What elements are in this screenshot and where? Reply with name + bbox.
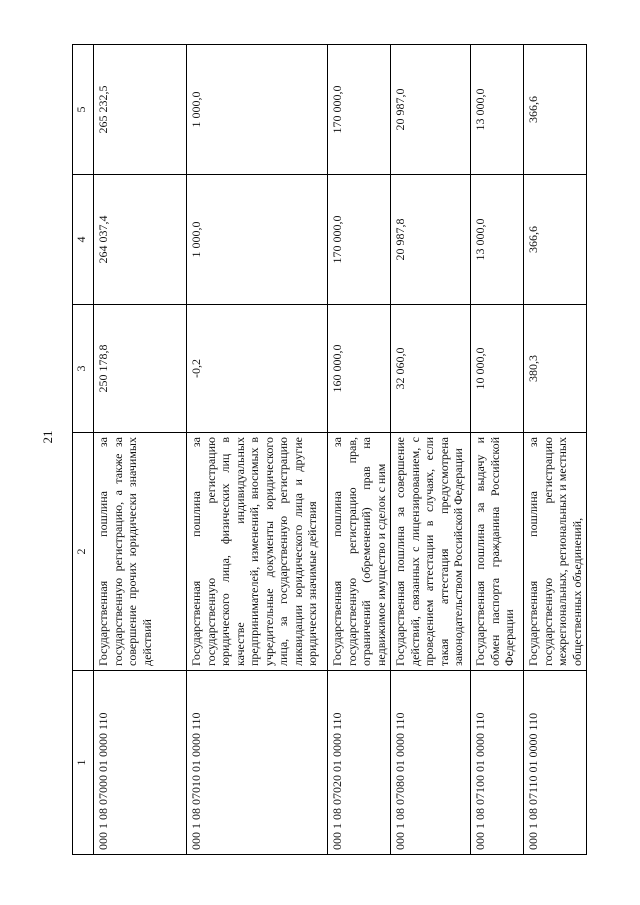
value-col5: 170 000,0 xyxy=(328,45,391,175)
value-col3: 380,3 xyxy=(524,305,587,433)
column-header-1: 1 xyxy=(73,671,94,855)
value-col5: 265 232,5 xyxy=(94,45,187,175)
value-col4: 170 000,0 xyxy=(328,175,391,305)
table-row xyxy=(328,45,391,855)
value-col4: 1 000,0 xyxy=(187,175,328,305)
table-header-row xyxy=(73,45,94,855)
page-number: 21 xyxy=(40,430,55,444)
revenue-name: Государственная пошлина за выдачу и обмен паспорта гражданина Российской Федерации xyxy=(471,433,524,671)
classification-code: 000 1 08 07020 01 0000 110 xyxy=(328,671,391,855)
value-col5: 13 000,0 xyxy=(471,45,524,175)
revenue-name: Государственная пошлина за совершение действий, связанных с лицензированием, с проведением аттестации в случаях, если такая аттестация предусмотрена законодательством Российской Федерации xyxy=(391,433,471,671)
column-header-4: 4 xyxy=(73,175,94,305)
table-row xyxy=(187,45,328,855)
value-col3: 160 000,0 xyxy=(328,305,391,433)
value-col4: 366,6 xyxy=(524,175,587,305)
value-col4: 264 037,4 xyxy=(94,175,187,305)
value-col5: 20 987,0 xyxy=(391,45,471,175)
revenue-name: Государственная пошлина за государственную регистрацию юридического лица, физических лиц в качестве индивидуальных предпринимателей, изменений, вносимых в учредительные документы юридического лица, за государственную регистрацию ликвидации юридического лица и другие юридически значимые действия xyxy=(187,433,328,671)
value-col3: 10 000,0 xyxy=(471,305,524,433)
column-header-3: 3 xyxy=(73,305,94,433)
classification-code: 000 1 08 07010 01 0000 110 xyxy=(187,671,328,855)
classification-code: 000 1 08 07080 01 0000 110 xyxy=(391,671,471,855)
table-row xyxy=(391,45,471,855)
column-header-2: 2 xyxy=(73,433,94,671)
classification-code: 000 1 08 07100 01 0000 110 xyxy=(471,671,524,855)
revenue-name: Государственная пошлина за государственную регистрацию, а также за совершение прочих юридически значимых действий xyxy=(94,433,187,671)
value-col4: 20 987,8 xyxy=(391,175,471,305)
classification-code: 000 1 08 07000 01 0000 110 xyxy=(94,671,187,855)
rotated-budget-table-sheet xyxy=(72,45,627,855)
value-col3: 32 060,0 xyxy=(391,305,471,433)
value-col5: 1 000,0 xyxy=(187,45,328,175)
value-col3: 250 178,8 xyxy=(94,305,187,433)
table-row xyxy=(471,45,524,855)
table-row xyxy=(94,45,187,855)
value-col5: 366,6 xyxy=(524,45,587,175)
value-col3: -0,2 xyxy=(187,305,328,433)
value-col4: 13 000,0 xyxy=(471,175,524,305)
classification-code: 000 1 08 07110 01 0000 110 xyxy=(524,671,587,855)
column-header-5: 5 xyxy=(73,45,94,175)
revenue-name: Государственная пошлина за государственную регистрацию прав, ограничений (обременений) прав на недвижимое имущество и сделок с ним xyxy=(328,433,391,671)
table-row xyxy=(524,45,587,855)
revenue-name: Государственная пошлина за государственную регистрацию межрегиональных, региональных и местных общественных объединений, xyxy=(524,433,587,671)
budget-revenue-table xyxy=(72,44,587,855)
